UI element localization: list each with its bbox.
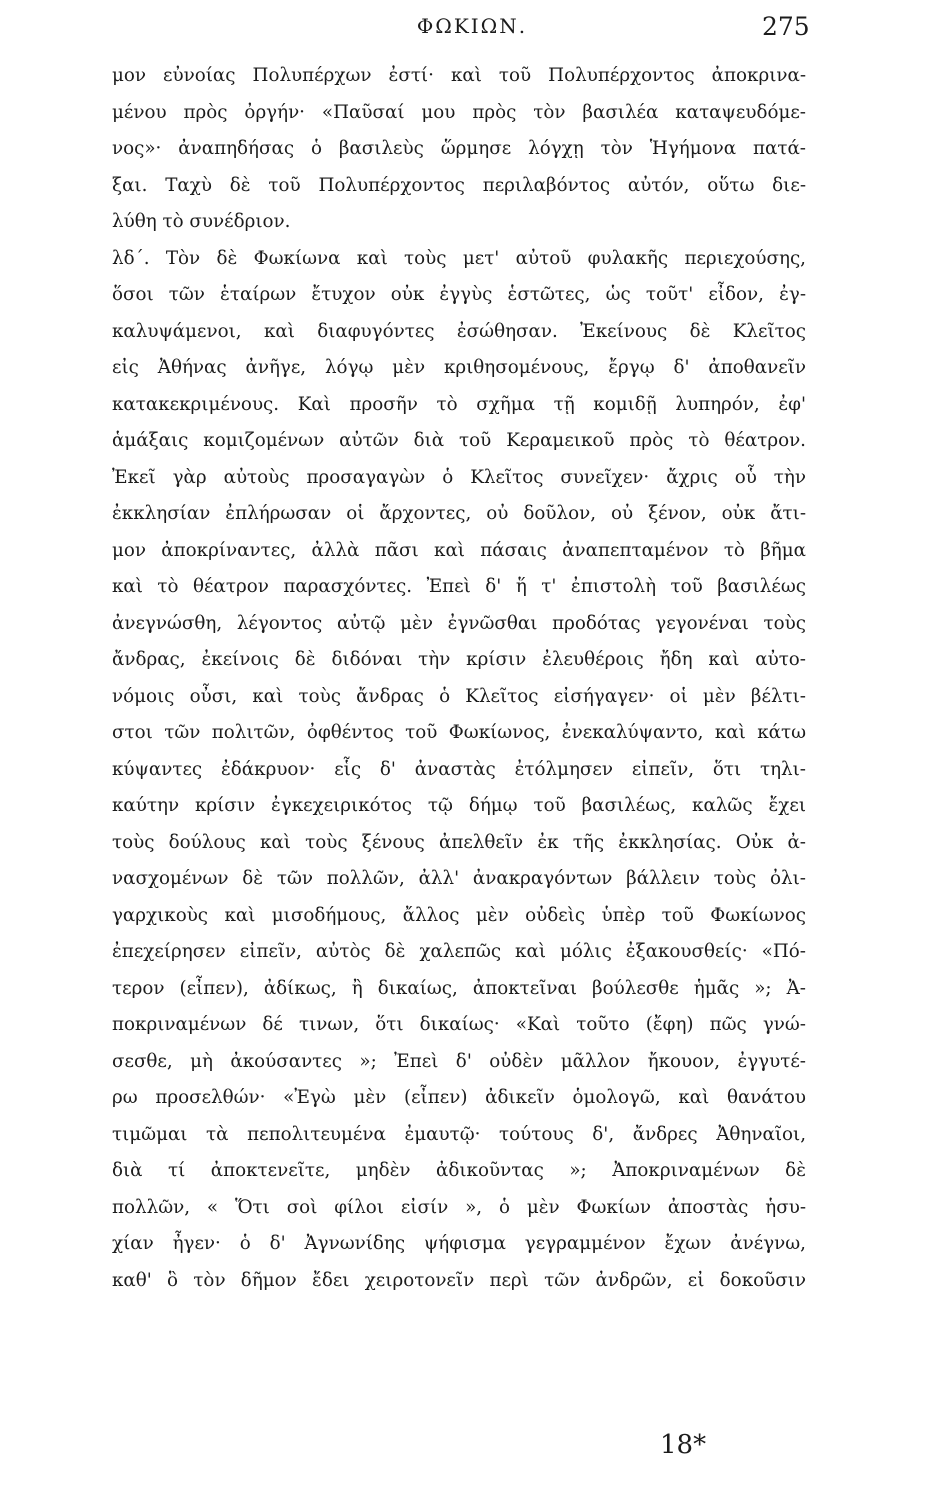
text-line: τερον (εἶπεν), ἀδίκως, ἢ δικαίως, ἀποκτεῖναι βούλεσθε ἡμᾶς »; Ἀ- — [112, 977, 806, 999]
section-start-line: λδ΄. Τὸν δὲ Φωκίωνα καὶ τοὺς μετ' αὐτοῦ φυλακῆς περιεχούσης, — [112, 247, 806, 269]
text-line: κατακεκριμένους. Καὶ προσῆν τὸ σχῆμα τῇ κομιδῇ λυπηρόν, ἐφ' — [112, 393, 806, 415]
text-line: ἄνδρας, ἐκείνοις δὲ διδόναι τὴν κρίσιν ἐλευθέροις ἤδη καὶ αὐτο- — [112, 649, 806, 670]
text-line: τιμῶμαι τὰ πεπολιτευμένα ἐμαυτῷ· τούτους δ', ἄνδρες Ἀθηναῖοι, — [112, 1123, 806, 1145]
text-line: τοὺς δούλους καὶ τοὺς ξένους ἀπελθεῖν ἐκ τῆς ἐκκλησίας. Οὐκ ἀ- — [112, 831, 806, 853]
text-line: κύψαντες ἐδάκρυον· εἷς δ' ἀναστὰς ἐτόλμησεν εἰπεῖν, ὅτι τηλι- — [112, 758, 806, 780]
text-line: γαρχικοὺς καὶ μισοδήμους, ἄλλος μὲν οὐδεὶς ὑπὲρ τοῦ Φωκίωνος — [112, 904, 806, 926]
text-line: καύτην κρίσιν ἐγκεχειρικότος τῷ δήμῳ τοῦ βασιλέως, καλῶς ἔχει — [112, 795, 806, 816]
signature-mark: 18* — [660, 1430, 707, 1460]
text-line: διὰ τί ἀποκτενεῖτε, μηδὲν ἀδικοῦντας »; Ἀποκριναμένων δὲ — [112, 1160, 806, 1181]
text-line: καὶ τὸ θέατρον παρασχόντες. Ἐπεὶ δ' ἥ τ' ἐπιστολὴ τοῦ βασιλέως — [112, 576, 806, 597]
text-line: ρω προσελθών· «Ἐγὼ μὲν (εἶπεν) ἀδικεῖν ὁμολογῶ, καὶ θανάτου — [112, 1087, 806, 1108]
text-line: μον ἀποκρίναντες, ἀλλὰ πᾶσι καὶ πάσαις ἀναπεπταμένον τὸ βῆμα — [112, 539, 806, 561]
text-line: Ἐκεῖ γὰρ αὐτοὺς προσαγαγὼν ὁ Κλεῖτος συνεῖχεν· ἄχρις οὗ τὴν — [112, 466, 806, 488]
text-line: ἐκκλησίαν ἐπλήρωσαν οἱ ἄρχοντες, οὐ δοῦλον, οὐ ξένον, οὐκ ἄτι- — [112, 503, 806, 524]
text-line: μένου πρὸς ὀργήν· «Παῦσαί μου πρὸς τὸν βασιλέα καταψευδόμε- — [112, 101, 806, 123]
text-line: ξαι. Ταχὺ δὲ τοῦ Πολυπέρχοντος περιλαβόντος αὐτόν, οὕτω διε- — [112, 174, 806, 196]
text-line: ἁμάξαις κομιζομένων αὐτῶν διὰ τοῦ Κεραμεικοῦ πρὸς τὸ θέατρον. — [112, 430, 806, 451]
text-line: καλυψάμενοι, καὶ διαφυγόντες ἐσώθησαν. Ἐκείνους δὲ Κλεῖτος — [112, 320, 806, 342]
text-line: ἀνεγνώσθη, λέγοντος αὐτῷ μὲν ἐγνῶσθαι προδότας γεγονέναι τοὺς — [112, 612, 806, 634]
page-number: 275 — [762, 12, 810, 41]
text-line: ποκριναμένων δέ τινων, ὅτι δικαίως· «Καὶ τοῦτο (ἔφη) πῶς γνώ- — [112, 1014, 806, 1035]
text-line: λύθη τὸ συνέδριον. — [112, 211, 291, 232]
text-line: πολλῶν, « Ὅτι σοὶ φίλοι εἰσίν », ὁ μὲν Φωκίων ἀποστὰς ἡσυ- — [112, 1196, 806, 1218]
running-title: ΦΩΚΙΩΝ. — [416, 14, 528, 38]
text-line: σεσθε, μὴ ἀκούσαντες »; Ἐπεὶ δ' οὐδὲν μᾶλλον ἤκουον, ἐγγυτέ- — [112, 1050, 806, 1072]
text-line: καθ' ὃ τὸν δῆμον ἔδει χειροτονεῖν περὶ τῶν ἀνδρῶν, εἰ δοκοῦσιν — [112, 1269, 806, 1291]
text-line: εἰς Ἀθήνας ἀνῆγε, λόγῳ μὲν κριθησομένους, ἔργῳ δ' ἀποθανεῖν — [112, 357, 806, 378]
text-line: ἐπεχείρησεν εἰπεῖν, αὐτὸς δὲ χαλεπῶς καὶ μόλις ἐξακουσθείς· «Πό- — [112, 941, 806, 962]
text-line: ὅσοι τῶν ἑταίρων ἔτυχον οὐκ ἐγγὺς ἑστῶτες, ὡς τοῦτ' εἶδον, ἐγ- — [112, 284, 806, 305]
text-line: νος»· ἀναπηδήσας ὁ βασιλεὺς ὥρμησε λόγχῃ τὸν Ἡγήμονα πατά- — [112, 138, 806, 159]
text-line: στοι τῶν πολιτῶν, ὀφθέντος τοῦ Φωκίωνος, ἐνεκαλύψαντο, καὶ κάτω — [112, 722, 806, 743]
text-line: νόμοις οὖσι, καὶ τοὺς ἄνδρας ὁ Κλεῖτος εἰσήγαγεν· οἱ μὲν βέλτι- — [112, 685, 806, 707]
text-line: χίαν ἦγεν· ὁ δ' Ἀγνωνίδης ψήφισμα γεγραμμένον ἔχων ἀνέγνω, — [112, 1233, 806, 1254]
body-text — [112, 58, 806, 1299]
text-line: μον εὐνοίας Πολυπέρχων ἐστί· καὶ τοῦ Πολυπέρχοντος ἀποκρινα- — [112, 65, 806, 86]
text-line: νασχομένων δὲ τῶν πολλῶν, ἀλλ' ἀνακραγόντων βάλλειν τοὺς ὀλι- — [112, 868, 806, 889]
